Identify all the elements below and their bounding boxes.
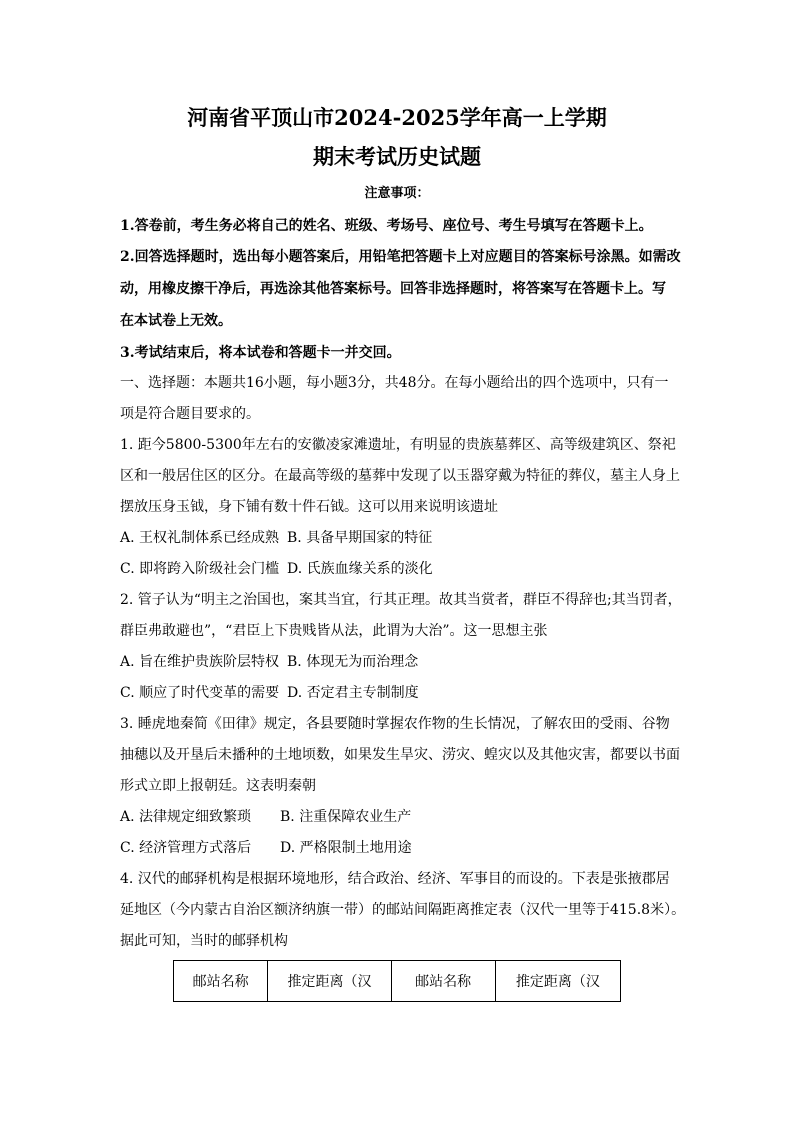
q1-option-d: D. 氏族血缘关系的淡化 bbox=[287, 561, 433, 577]
table-header-cell: 推定距离（汉 bbox=[495, 961, 620, 1002]
q4-stem-line-1: 4. 汉代的邮驿机构是根据环境地形，结合政治、经济、军事目的而设的。下表是张掖郡居 bbox=[120, 871, 670, 887]
note-line-3: 动，用橡皮擦干净后，再选涂其他答案标号。回答非选择题时，将答案写在答题卡上。写 bbox=[120, 281, 666, 297]
q3-option-c: C. 经济管理方式落后 bbox=[120, 840, 252, 856]
q3-option-b: B. 注重保障农业生产 bbox=[280, 809, 412, 825]
table-header-cell: 推定距离（汉 bbox=[268, 961, 391, 1002]
q2-stem-line-1: 2. 管子认为“明主之治国也，案其当宜，行其正理。故其当赏者，群臣不得辞也;其当罚者， bbox=[120, 592, 682, 608]
q2-stem-line-2: 群臣弗敢避也”，“君臣上下贵贱皆从法，此谓为大治”。这一思想主张 bbox=[120, 623, 548, 639]
notes-heading: 注意事项： bbox=[364, 186, 430, 201]
note-line-2: 2.回答选择题时，选出每小题答案后，用铅笔把答题卡上对应题目的答案标号涂黑。如需改 bbox=[120, 249, 681, 265]
table-header-row bbox=[174, 961, 621, 1002]
q2-option-b: B. 体现无为而治理念 bbox=[287, 654, 419, 670]
exam-title-line-2: 期末考试历史试题 bbox=[313, 144, 481, 169]
q1-option-b: B. 具备早期国家的特征 bbox=[287, 530, 433, 546]
q4-stem-line-2: 延地区（今内蒙古自治区额济纳旗一带）的邮站间隔距离推定表（汉代一里等于415.8米）。 bbox=[120, 902, 686, 918]
note-line-5: 3.考试结束后，将本试卷和答题卡一并交回。 bbox=[120, 345, 401, 361]
q3-option-a: A. 法律规定细致繁琐 bbox=[120, 809, 252, 825]
q1-option-c: C. 即将跨入阶级社会门槛 bbox=[120, 561, 280, 577]
exam-title-line-1: 河南省平顶山市2024-2025学年高一上学期 bbox=[187, 105, 607, 130]
q4-stem-line-3: 据此可知，当时的邮驿机构 bbox=[120, 933, 288, 949]
q3-stem-line-3: 形式立即上报朝廷。这表明秦朝 bbox=[120, 778, 316, 794]
q1-stem-line-3: 摆放压身玉钺，身下铺有数十件石钺。这可以用来说明该遗址 bbox=[120, 499, 498, 515]
q3-stem-line-2: 抽穗以及开垦后未播种的土地顷数，如果发生旱灾、涝灾、蝗灾以及其他灾害，都要以书面 bbox=[120, 747, 680, 763]
note-line-4: 在本试卷上无效。 bbox=[120, 313, 232, 329]
mail-station-table bbox=[173, 960, 621, 1002]
q3-stem-line-1: 3. 睡虎地秦简《田律》规定，各县要随时掌握农作物的生长情况，了解农田的受雨、谷物 bbox=[120, 716, 670, 732]
q2-option-c: C. 顺应了时代变革的需要 bbox=[120, 685, 280, 701]
section-intro-line-2: 项是符合题目要求的。 bbox=[120, 406, 260, 422]
table-header-cell: 邮站名称 bbox=[391, 961, 495, 1002]
section-intro-line-1: 一、选择题：本题共16小题，每小题3分，共48分。在每小题给出的四个选项中，只有一 bbox=[120, 375, 669, 391]
q1-stem-line-2: 区和一般居住区的区分。在最高等级的墓葬中发现了以玉器穿戴为特征的葬仪，墓主人身上 bbox=[120, 468, 680, 484]
table-header-cell: 邮站名称 bbox=[174, 961, 268, 1002]
q2-option-a: A. 旨在维护贵族阶层特权 bbox=[120, 654, 280, 670]
q1-option-a: A. 王权礼制体系已经成熟 bbox=[120, 530, 280, 546]
q2-option-d: D. 否定君主专制制度 bbox=[287, 685, 419, 701]
q3-option-d: D. 严格限制土地用途 bbox=[280, 840, 412, 856]
q1-stem-line-1: 1. 距今5800-5300年左右的安徽凌家滩遗址，有明显的贵族墓葬区、高等级建筑区、祭祀 bbox=[120, 437, 676, 453]
note-line-1: 1.答卷前，考生务必将自己的姓名、班级、考场号、座位号、考生号填写在答题卡上。 bbox=[120, 218, 653, 234]
